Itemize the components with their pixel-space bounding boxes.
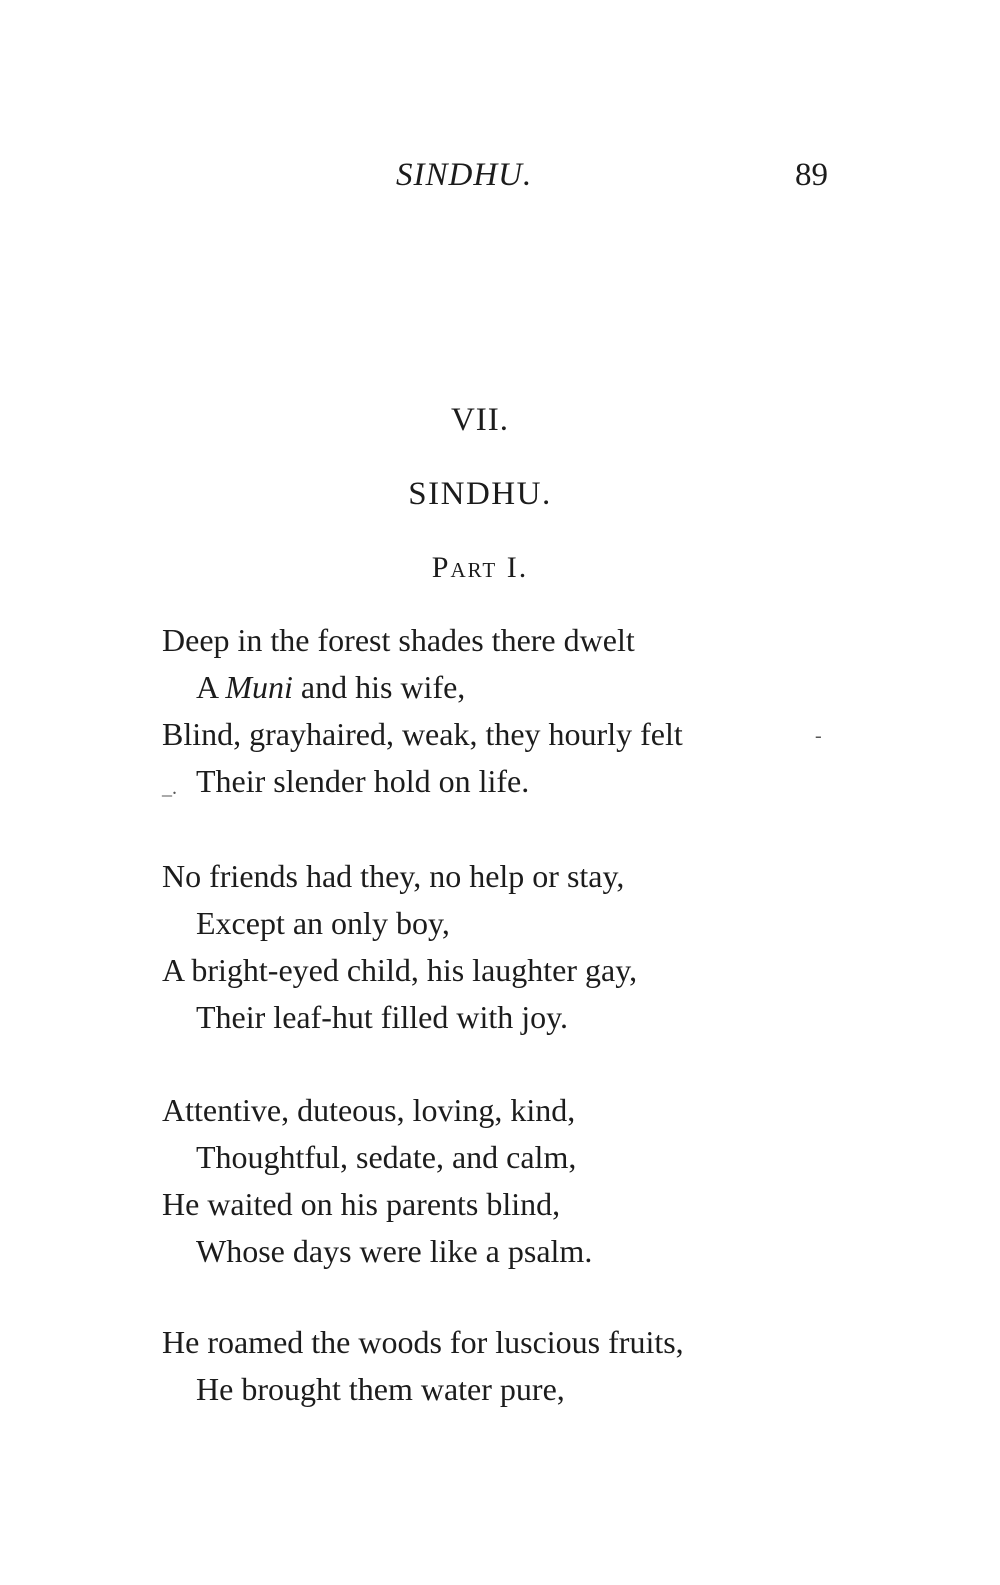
verse-line: Their leaf-hut filled with joy. bbox=[196, 999, 569, 1035]
verse-line: He waited on his parents blind, bbox=[162, 1186, 561, 1222]
verse-line: Attentive, duteous, loving, kind, bbox=[162, 1092, 576, 1128]
verse-line: Deep in the forest shades there dwelt bbox=[162, 622, 635, 658]
verse-line: Except an only boy, bbox=[196, 905, 450, 941]
verse-word: and his wife, bbox=[300, 669, 466, 705]
verse-line: He roamed the woods for luscious fruits, bbox=[162, 1324, 684, 1360]
verse-line: Whose days were like a psalm. bbox=[196, 1233, 593, 1269]
verse-line: Blind, grayhaired, weak, they hourly felt bbox=[162, 716, 683, 752]
verse-line bbox=[196, 667, 465, 707]
verse-line: No friends had they, no help or stay, bbox=[162, 858, 625, 894]
verse-line: Their slender hold on life. bbox=[196, 763, 530, 799]
verse-line: He brought them water pure, bbox=[196, 1371, 565, 1407]
verse-line: Thoughtful, sedate, and calm, bbox=[196, 1139, 577, 1175]
stray-mark: _. bbox=[162, 777, 177, 799]
running-title: SINDHU. bbox=[396, 157, 533, 193]
stray-mark: - bbox=[815, 725, 822, 747]
page-number: 89 bbox=[795, 157, 828, 193]
verse-word: A bbox=[196, 669, 218, 705]
part-label: Part I. bbox=[431, 551, 529, 584]
section-number: VII. bbox=[450, 402, 510, 438]
verse-line: A bright-eyed child, his laughter gay, bbox=[162, 952, 638, 988]
poem-title: SINDHU. bbox=[408, 476, 552, 512]
muni-word: Muni bbox=[225, 669, 293, 705]
